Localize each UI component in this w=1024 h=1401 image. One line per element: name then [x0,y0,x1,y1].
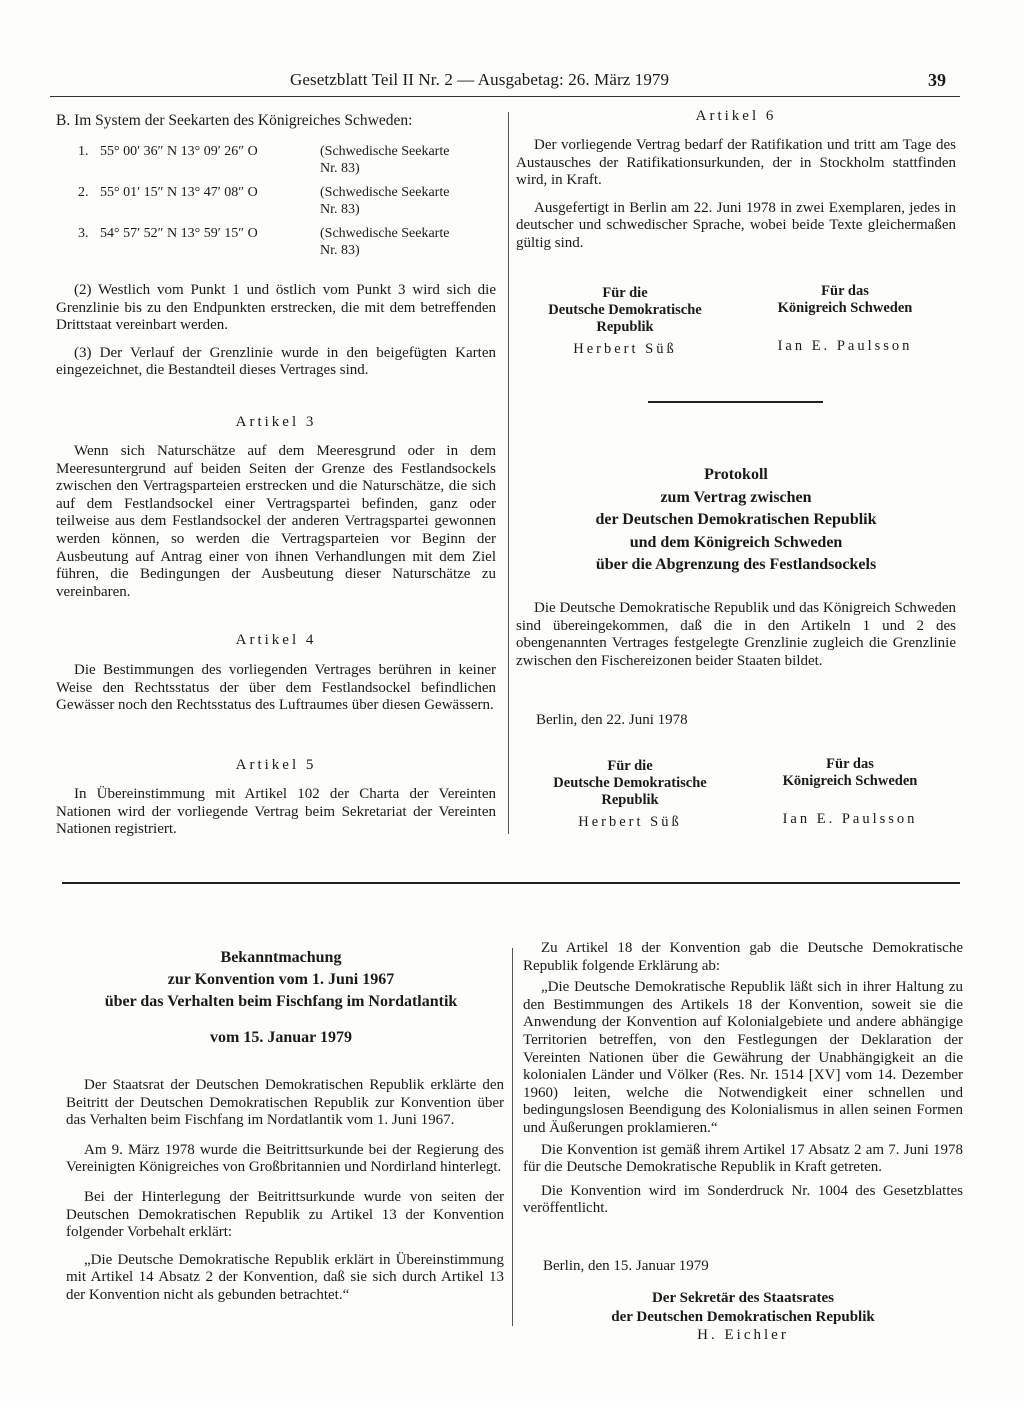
protokoll-title [516,464,956,577]
coordinate-value: 54° 57′ 52″ N 13° 59′ 15″ O [100,226,258,241]
coordinate-number: 1. [78,144,89,159]
signature-office-cont: der Deutschen Demokratischen Republik [611,1308,875,1325]
signature-block-sweden [745,756,955,790]
bekanntmachung-paragraph: Der Staatsrat der Deutschen Demokratischen Republik erklärte den Beitritt der Deutschen Demokratischen Republik zur Konvention über das Verhalten beim Fischfang im Nordatlantik vom 1. Juni 1967. [66,1077,504,1129]
signature-block-ddr [525,758,735,809]
signature-for: Für die [602,285,648,301]
signature-for: Für das [821,283,869,299]
protokoll-subtitle: über die Abgrenzung des Festlandsockels [595,556,877,573]
header-rule [50,96,960,97]
declaration-quote: „Die Deutsche Demokratische Republik läßt sich in ihrer Haltung zu den Bestimmungen des Artikels 18 der Konvention, soweit sie die Anwendung der Konvention auf Kolonialgebiete und andere abhängige Territorien betreffen, von den Festlegungen der Deklaration der Vereinten Nationen über die Gewährung der Unabhängigkeit an die kolonialen Länder und Völker (Res. Nr. 1514 [XV] vom 14. Dezember 1960) leiten, welche die Notwendigkeit einer schnellen und bedingungslosen Beendigung des Kolonialismus in allen seinen Formen und Äußerungen proklamieren.“ [523,979,963,1136]
signature-office: Der Sekretär des Staatsrates [651,1290,835,1306]
entry-into-force: Die Konvention ist gemäß ihrem Artikel 17 Absatz 2 am 7. Juni 1978 für die Deutsche Demokratische Republik in Kraft getreten. [523,1141,963,1176]
article-4-text: Die Bestimmungen des vorliegenden Vertrages berühren in keiner Weise den Rechtsstatus der über dem Festlandsockel befindlichen Gewässer noch den Rechtsstatus des Luftraumes über diesen Gewässern. [56,662,496,714]
bekanntmachung-paragraph: Am 9. März 1978 wurde die Beitrittsurkunde bei der Regierung des Vereinigten Königreiches von Großbritannien und Nordirland hinterlegt. [66,1141,504,1176]
protokoll-subtitle: zum Vertrag zwischen [660,488,812,506]
signature-party: Königreich Schweden [777,300,913,316]
column-divider-top [508,112,509,834]
coordinate-source: (Schwedische Seekarte [320,226,450,241]
bekanntmachung-title [56,947,506,1013]
coordinate-source-number: Nr. 83) [320,161,360,176]
paragraph-3: (3) Der Verlauf der Grenzlinie wurde in den beigefügten Karten eingezeichnet, die Bestandteil dieses Vertrages sind. [56,344,496,379]
protokoll-heading: Protokoll [704,466,768,483]
signature-for: Für die [607,758,653,774]
section-divider [62,882,960,884]
protokoll-text: Die Deutsche Demokratische Republik und das Königreich Schweden sind übereingekommen, daß die in den Artikeln 1 und 2 des obengenannten Vertrages festgelegte Grenzlinie zugleich die Grenzlinie zwischen den Fischereizonen beider Staaten bildet. [516,600,956,669]
bekanntmachung-heading: Bekanntmachung [220,949,342,966]
signature-for: Für das [826,756,874,772]
reservation-quote: „Die Deutsche Demokratische Republik erklärt in Übereinstimmung mit Artikel 14 Absatz 2 der Konvention, daß sie sich durch Artikel 13 der Konvention nicht als gebunden betrachtet.“ [66,1251,504,1303]
signatory-name-suess: Herbert Süß [578,814,682,830]
section-b-heading: B. Im System der Seekarten des Königreiches Schweden: [56,112,413,129]
signature-block-ddr [520,285,730,336]
coordinate-number: 3. [78,226,89,241]
column-divider-bottom [512,948,513,1326]
bekanntmachung-subtitle: über das Verhalten beim Fischfang im Nordatlantik [104,993,458,1010]
article-4-title: Artikel 4 [235,632,317,648]
protokoll-date: Berlin, den 22. Juni 1978 [536,712,688,728]
paragraph-2: (2) Westlich vom Punkt 1 und östlich vom Punkt 3 wird sich die Grenzlinie bis zu den Endpunkten erstrecken, die mit dem betreffenden Drittstaat vereinbart werden. [56,282,496,334]
section-separator [648,401,823,403]
coordinate-source: (Schwedische Seekarte [320,185,450,200]
protokoll-subtitle: der Deutschen Demokratischen Republik [595,511,877,528]
signature-block-sweden [740,283,950,317]
article-6-title: Artikel 6 [695,108,777,124]
signatory-name-suess: Herbert Süß [573,341,677,357]
signature-party-cont: Republik [601,792,659,808]
coordinate-value: 55° 01′ 15″ N 13° 47′ 08″ O [100,185,258,200]
signature-party: Königreich Schweden [782,773,918,789]
signatory-name-eichler: H. Eichler [697,1327,789,1343]
coordinate-value: 55° 00′ 36″ N 13° 09′ 26″ O [100,144,258,159]
publication-note: Die Konvention wird im Sonderdruck Nr. 1004 des Gesetzblattes veröffentlicht. [523,1182,963,1217]
coordinate-number: 2. [78,185,89,200]
bekanntmachung-subtitle: zur Konvention vom 1. Juni 1967 [167,971,395,988]
bekanntmachung-date: vom 15. Januar 1979 [210,1029,352,1046]
bekanntmachung-paragraph: Bei der Hinterlegung der Beitrittsurkunde wurde von seiten der Deutschen Demokratischen Republik zu Artikel 13 der Konvention folgender Vorbehalt erklärt: [66,1188,504,1241]
bekanntmachung-place-date: Berlin, den 15. Januar 1979 [543,1258,709,1274]
page-header-title: Gesetzblatt Teil II Nr. 2 — Ausgabetag: 26. März 1979 [290,70,670,89]
signatory-name-paulsson: Ian E. Paulsson [777,338,913,354]
signature-party: Deutsche Demokratische [548,302,702,318]
page-number: 39 [928,70,946,90]
protokoll-subtitle: und dem Königreich Schweden [629,533,843,551]
article-3-title: Artikel 3 [235,414,317,430]
article-5-title: Artikel 5 [235,757,317,773]
coordinate-source: (Schwedische Seekarte [320,144,450,159]
coordinate-source-number: Nr. 83) [320,243,360,258]
article-5-text: In Übereinstimmung mit Artikel 102 der Charta der Vereinten Nationen wird der vorliegende Vertrag beim Sekretariat der Vereinten Nationen registriert. [56,786,496,838]
signing-text: Ausgefertigt in Berlin am 22. Juni 1978 in zwei Exemplaren, jedes in deutscher und schwedischer Sprache, wobei beide Texte gleichermaßen gültig sind. [516,199,956,251]
left-column-top [56,112,496,130]
signatory-name-paulsson: Ian E. Paulsson [782,811,918,827]
declaration-intro: Zu Artikel 18 der Konvention gab die Deutsche Demokratische Republik folgende Erklärung ab: [523,940,963,974]
signature-party-cont: Republik [596,319,654,335]
signature-party: Deutsche Demokratische [553,775,707,791]
coordinate-source-number: Nr. 83) [320,202,360,217]
article-3-text: Wenn sich Naturschätze auf dem Meeresgrund oder in dem Meeresuntergrund auf beiden Seiten der Grenze des Festlandsockels zwischen den Vertragsparteien erstrecken und die Naturschätze, die sich auf dem Festlandsockel einer Vertragspartei befinden, ganz oder teilweise aus dem Festlandsockel der anderen Vertragspartei gewonnen werden können, so werden die Vertragsparteien vor Beginn der Ausbeutung auf Antrag einer von ihnen Verhandlungen mit dem Ziel führen, die Bedingungen der Ausbeutung dieser Naturschätze zu vereinbaren. [56,443,496,600]
signature-block-staatsrat [523,1289,963,1326]
article-6-text: Der vorliegende Vertrag bedarf der Ratifikation und tritt am Tage des Austausches der Ratifikationsurkunden, der in Stockholm stattfinden wird, in Kraft. [516,137,956,189]
